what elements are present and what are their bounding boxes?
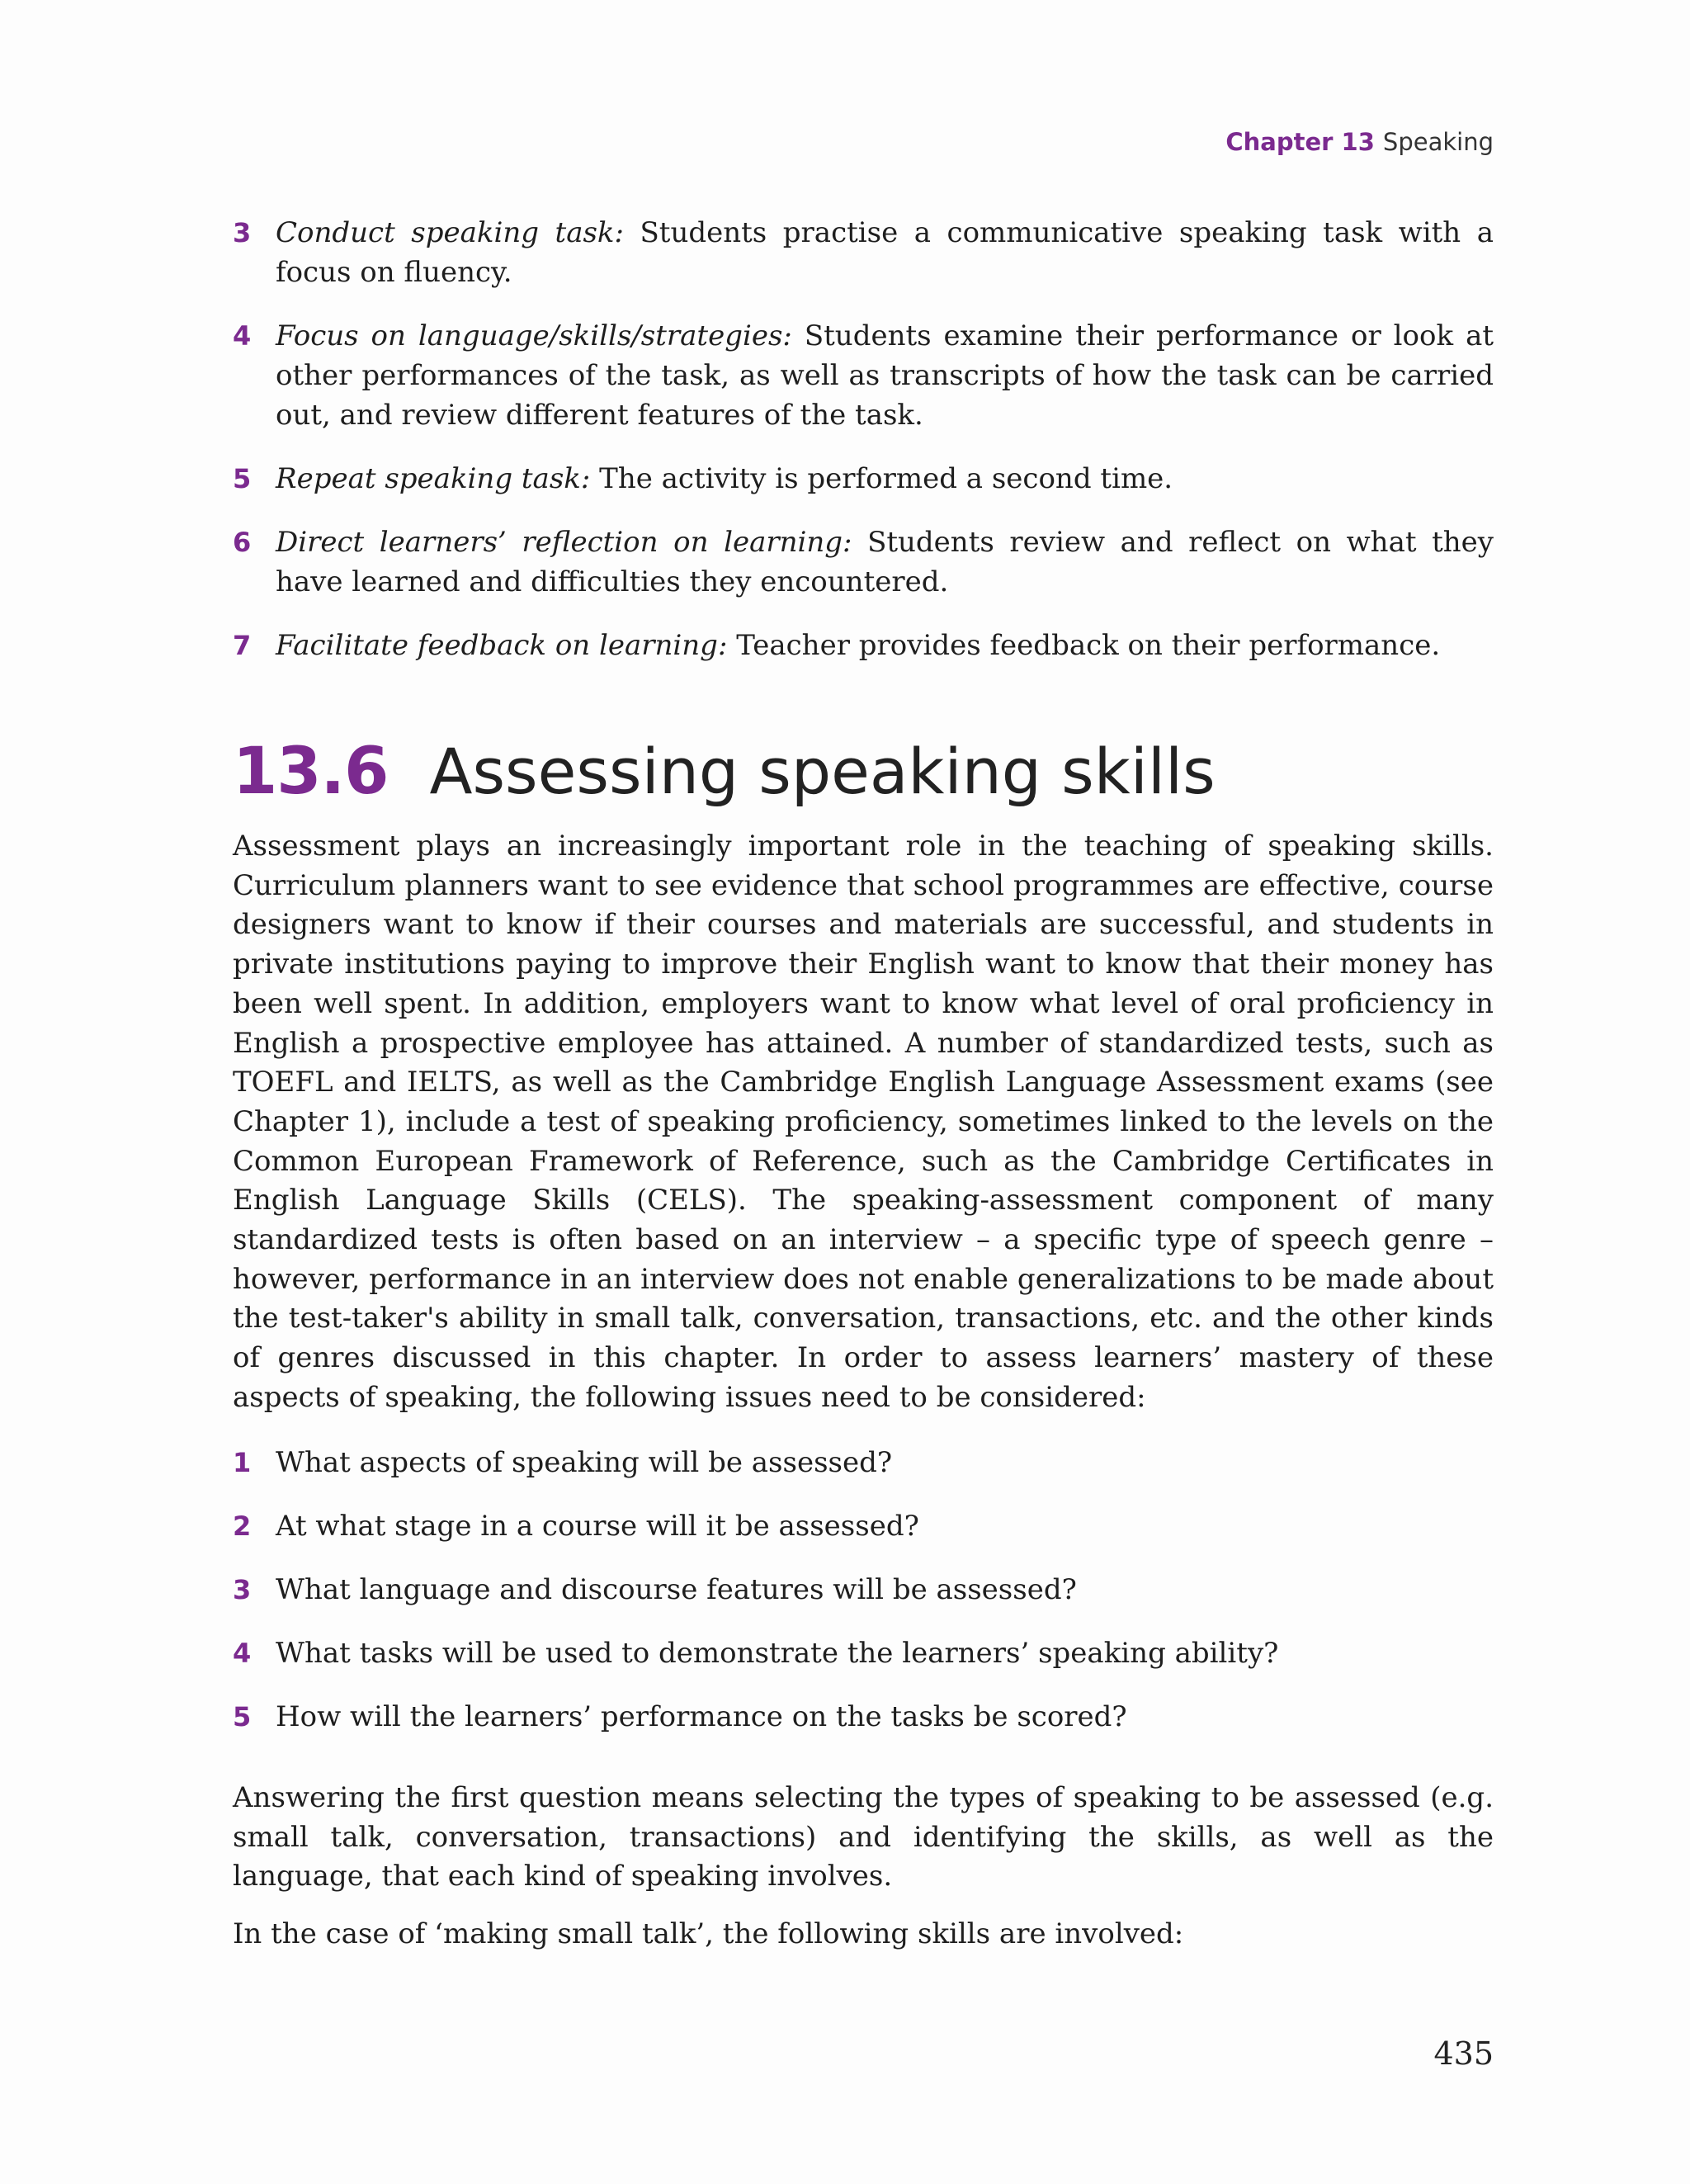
chapter-label: Chapter 13 [1225,128,1375,156]
list-item [233,213,1494,292]
chapter-title: Speaking [1382,128,1494,156]
answering-paragraph: Answering the first question means selecting the types of speaking to be assessed (e.g. small talk, conversation, transactions) and identifying the skills, as well as the language, that each kind of speaking involves. [233,1781,1494,1893]
section-heading [233,735,1216,809]
step-text: The activity is performed a second time. [590,462,1173,495]
intro-paragraph: Assessment plays an increasingly important role in the teaching of speaking skills. Curriculum planners want to see evidence that school programmes are effective, course designers want to know if their courses and materials are successful, and students in private institutions paying to improve their English want to know that their money has been well spent. In addition, employers want to know what level of oral proficiency in English a prospective employee has attained. A number of standardized tests, such as TOEFL and IELTS, as well as the Cambridge English Language Assessment exams (see Chapter 1), include a test of speaking proficiency, sometimes linked to the levels on the Common European Framework of Reference, such as the Cambridge Certificates in English Language Skills (CELS). The speaking-assessment component of many standardized tests is often based on an interview – a specific type of speech genre – however, performance in an interview does not enable generalizations to be made about the test-taker's ability in small talk, conversation, transactions, etc. and the other kinds of genres discussed in this chapter. In order to assess learners’ mastery of these aspects of speaking, the following issues need to be considered: [233,830,1494,1414]
list-number: 1 [233,1447,252,1478]
teaching-steps-list [233,213,1494,689]
list-item [233,1570,1494,1610]
list-item [233,1506,1494,1546]
step-term: Repeat speaking task: [276,462,591,495]
list-number: 3 [233,1574,252,1605]
step-term: Direct learners’ reflection on learning: [276,526,852,559]
step-text: Students examine their performance or look at other performances of the task, as well as transcripts of how the task can be carried out, and review different features of the task. [276,319,1494,432]
small-talk-paragraph: In the case of ‘making small talk’, the following skills are involved: [233,1917,1184,1950]
list-item [233,1633,1494,1673]
list-item [233,522,1494,602]
list-number: 4 [233,1638,252,1669]
list-item [233,1443,1494,1482]
list-number: 6 [233,527,252,558]
assessment-questions-list [233,1443,1494,1761]
list-item [233,316,1494,435]
list-number: 2 [233,1510,252,1542]
list-number: 4 [233,320,252,352]
step-term: Focus on language/skills/strategies: [276,319,792,352]
question-text: At what stage in a course will it be assessed? [276,1510,919,1543]
page-number: 435 [1433,2035,1494,2072]
step-text: Teacher provides feedback on their performance. [727,629,1441,662]
step-term: Conduct speaking task: [276,216,624,249]
list-number: 7 [233,630,252,661]
section-number: 13.6 [233,735,389,809]
question-text: How will the learners’ performance on the tasks be scored? [276,1700,1127,1733]
question-text: What aspects of speaking will be assessed? [276,1446,893,1479]
list-number: 3 [233,217,252,248]
step-text: Students review and reflect on what they have learned and difficulties they encountered. [276,526,1494,598]
question-text: What tasks will be used to demonstrate the learners’ speaking ability? [276,1637,1279,1670]
list-number: 5 [233,463,252,494]
step-term: Facilitate feedback on learning: [276,629,728,662]
list-number: 5 [233,1701,252,1733]
section-title: Assessing speaking skills [429,735,1216,808]
running-head [1225,128,1494,156]
list-item [233,626,1494,665]
list-item [233,1697,1494,1737]
step-text: Students practise a communicative speaking task with a focus on fluency. [276,216,1494,289]
list-item [233,459,1494,499]
question-text: What language and discourse features will be assessed? [276,1573,1077,1606]
